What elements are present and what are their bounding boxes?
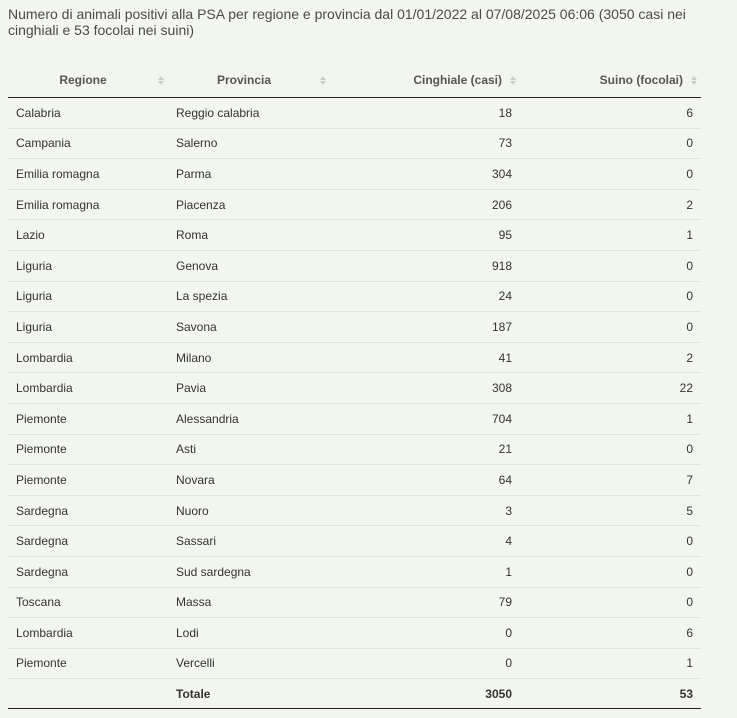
cell-cinghiale: 187 <box>330 312 520 343</box>
table-row <box>8 159 701 190</box>
cell-suino: 1 <box>520 648 701 679</box>
sort-icon <box>319 74 327 86</box>
total-empty-cell <box>8 679 168 709</box>
cell-cinghiale: 3 <box>330 495 520 526</box>
cell-cinghiale: 41 <box>330 342 520 373</box>
cell-regione: Lazio <box>8 220 168 251</box>
cell-suino: 1 <box>520 403 701 434</box>
cell-provincia: Nuoro <box>168 495 330 526</box>
cell-provincia: Sassari <box>168 526 330 557</box>
header-cinghiale-label: Cinghiale (casi) <box>413 73 502 87</box>
cell-provincia: Reggio calabria <box>176 105 260 120</box>
cell-provincia: Alessandria <box>168 403 330 434</box>
cell-provincia: Genova <box>168 250 330 281</box>
cell-provincia: Salerno <box>168 128 330 159</box>
table-body <box>8 98 701 679</box>
table-row <box>8 98 701 129</box>
cell-provincia: Pavia <box>168 373 330 404</box>
cell-regione: Liguria <box>8 281 168 312</box>
cell-regione: Emilia romagna <box>8 189 168 220</box>
table-footer <box>8 679 701 709</box>
total-cinghiale: 3050 <box>330 679 520 709</box>
cell-cinghiale: 64 <box>330 465 520 496</box>
cell-regione: Piemonte <box>8 465 168 496</box>
cell-provincia: Roma <box>168 220 330 251</box>
cell-provincia: Massa <box>168 587 330 618</box>
table-row <box>8 128 701 159</box>
cell-cinghiale: 95 <box>330 220 520 251</box>
table-row <box>8 648 701 679</box>
cell-suino: 6 <box>520 618 701 649</box>
cell-suino: 0 <box>520 250 701 281</box>
cell-cinghiale: 304 <box>330 159 520 190</box>
table-row <box>8 434 701 465</box>
cell-provincia: Piacenza <box>168 189 330 220</box>
sort-icon <box>157 74 165 86</box>
cell-regione: Liguria <box>8 250 168 281</box>
cell-regione: Sardegna <box>8 526 168 557</box>
table-row <box>8 373 701 404</box>
table-row <box>8 281 701 312</box>
cell-regione: Piemonte <box>8 403 168 434</box>
cell-cinghiale: 206 <box>330 189 520 220</box>
cell-cinghiale: 918 <box>330 250 520 281</box>
cell-cinghiale: 308 <box>330 373 520 404</box>
cell-suino: 5 <box>520 495 701 526</box>
table-row <box>8 403 701 434</box>
sort-icon <box>690 74 698 86</box>
cell-regione: Sardegna <box>8 556 168 587</box>
table-row <box>8 465 701 496</box>
cell-regione: Liguria <box>8 312 168 343</box>
cell-regione: Sardegna <box>8 495 168 526</box>
cell-cinghiale: 4 <box>330 526 520 557</box>
cell-suino: 6 <box>686 105 693 120</box>
cell-provincia: Savona <box>168 312 330 343</box>
header-suino-label: Suino (focolai) <box>599 73 683 87</box>
cell-cinghiale: 18 <box>498 105 512 120</box>
header-row <box>8 63 701 98</box>
cell-suino: 0 <box>520 434 701 465</box>
cell-suino: 0 <box>520 128 701 159</box>
cell-suino: 0 <box>520 312 701 343</box>
header-regione-label: Regione <box>59 73 107 87</box>
sort-icon <box>509 74 517 86</box>
header-suino[interactable] <box>520 63 701 98</box>
cell-cinghiale: 79 <box>330 587 520 618</box>
cell-regione: Piemonte <box>8 648 168 679</box>
table-row <box>8 189 701 220</box>
cell-suino: 0 <box>520 556 701 587</box>
cell-provincia: Sud sardegna <box>168 556 330 587</box>
cell-suino: 0 <box>520 587 701 618</box>
cell-cinghiale: 704 <box>330 403 520 434</box>
cell-cinghiale: 73 <box>330 128 520 159</box>
cell-provincia: Vercelli <box>168 648 330 679</box>
cell-regione: Campania <box>8 128 168 159</box>
cell-suino: 0 <box>520 526 701 557</box>
header-regione[interactable] <box>8 63 168 98</box>
cell-cinghiale: 21 <box>330 434 520 465</box>
header-provincia[interactable] <box>168 63 330 98</box>
cell-suino: 0 <box>520 281 701 312</box>
table-header <box>8 63 701 98</box>
cell-cinghiale: 0 <box>330 618 520 649</box>
cell-regione: Toscana <box>8 587 168 618</box>
total-suino: 53 <box>520 679 701 709</box>
cell-provincia: Parma <box>168 159 330 190</box>
total-label: Totale <box>168 679 330 709</box>
cell-suino: 0 <box>520 159 701 190</box>
cell-provincia: Lodi <box>168 618 330 649</box>
cell-suino: 1 <box>520 220 701 251</box>
table-row <box>8 342 701 373</box>
psa-table <box>8 63 701 709</box>
table-row <box>8 220 701 251</box>
cell-suino: 2 <box>520 342 701 373</box>
header-provincia-label: Provincia <box>216 73 272 87</box>
cell-cinghiale: 1 <box>330 556 520 587</box>
cell-provincia: Novara <box>168 465 330 496</box>
table-row <box>8 250 701 281</box>
cell-regione: Emilia romagna <box>8 159 168 190</box>
cell-regione: Lombardia <box>8 342 168 373</box>
cell-regione: Lombardia <box>8 618 168 649</box>
cell-regione: Lombardia <box>8 373 168 404</box>
total-row <box>8 679 701 709</box>
cell-provincia: Asti <box>168 434 330 465</box>
table-row <box>8 526 701 557</box>
psa-table-container <box>8 63 701 709</box>
header-cinghiale[interactable] <box>330 63 520 98</box>
table-row <box>8 587 701 618</box>
cell-suino: 2 <box>520 189 701 220</box>
cell-suino: 22 <box>520 373 701 404</box>
cell-suino: 7 <box>520 465 701 496</box>
cell-provincia: Milano <box>168 342 330 373</box>
table-row <box>8 312 701 343</box>
cell-cinghiale: 24 <box>330 281 520 312</box>
cell-cinghiale: 0 <box>330 648 520 679</box>
cell-provincia: La spezia <box>168 281 330 312</box>
table-caption: Numero di animali positivi alla PSA per regione e provincia dal 01/01/2022 al 07/08/2025 06:06 (3050 casi nei cinghiali e 53 focolai nei suini) <box>8 6 686 38</box>
table-row <box>8 618 701 649</box>
table-row <box>8 556 701 587</box>
cell-regione: Piemonte <box>8 434 168 465</box>
cell-regione: Calabria <box>16 105 61 120</box>
table-row <box>8 495 701 526</box>
